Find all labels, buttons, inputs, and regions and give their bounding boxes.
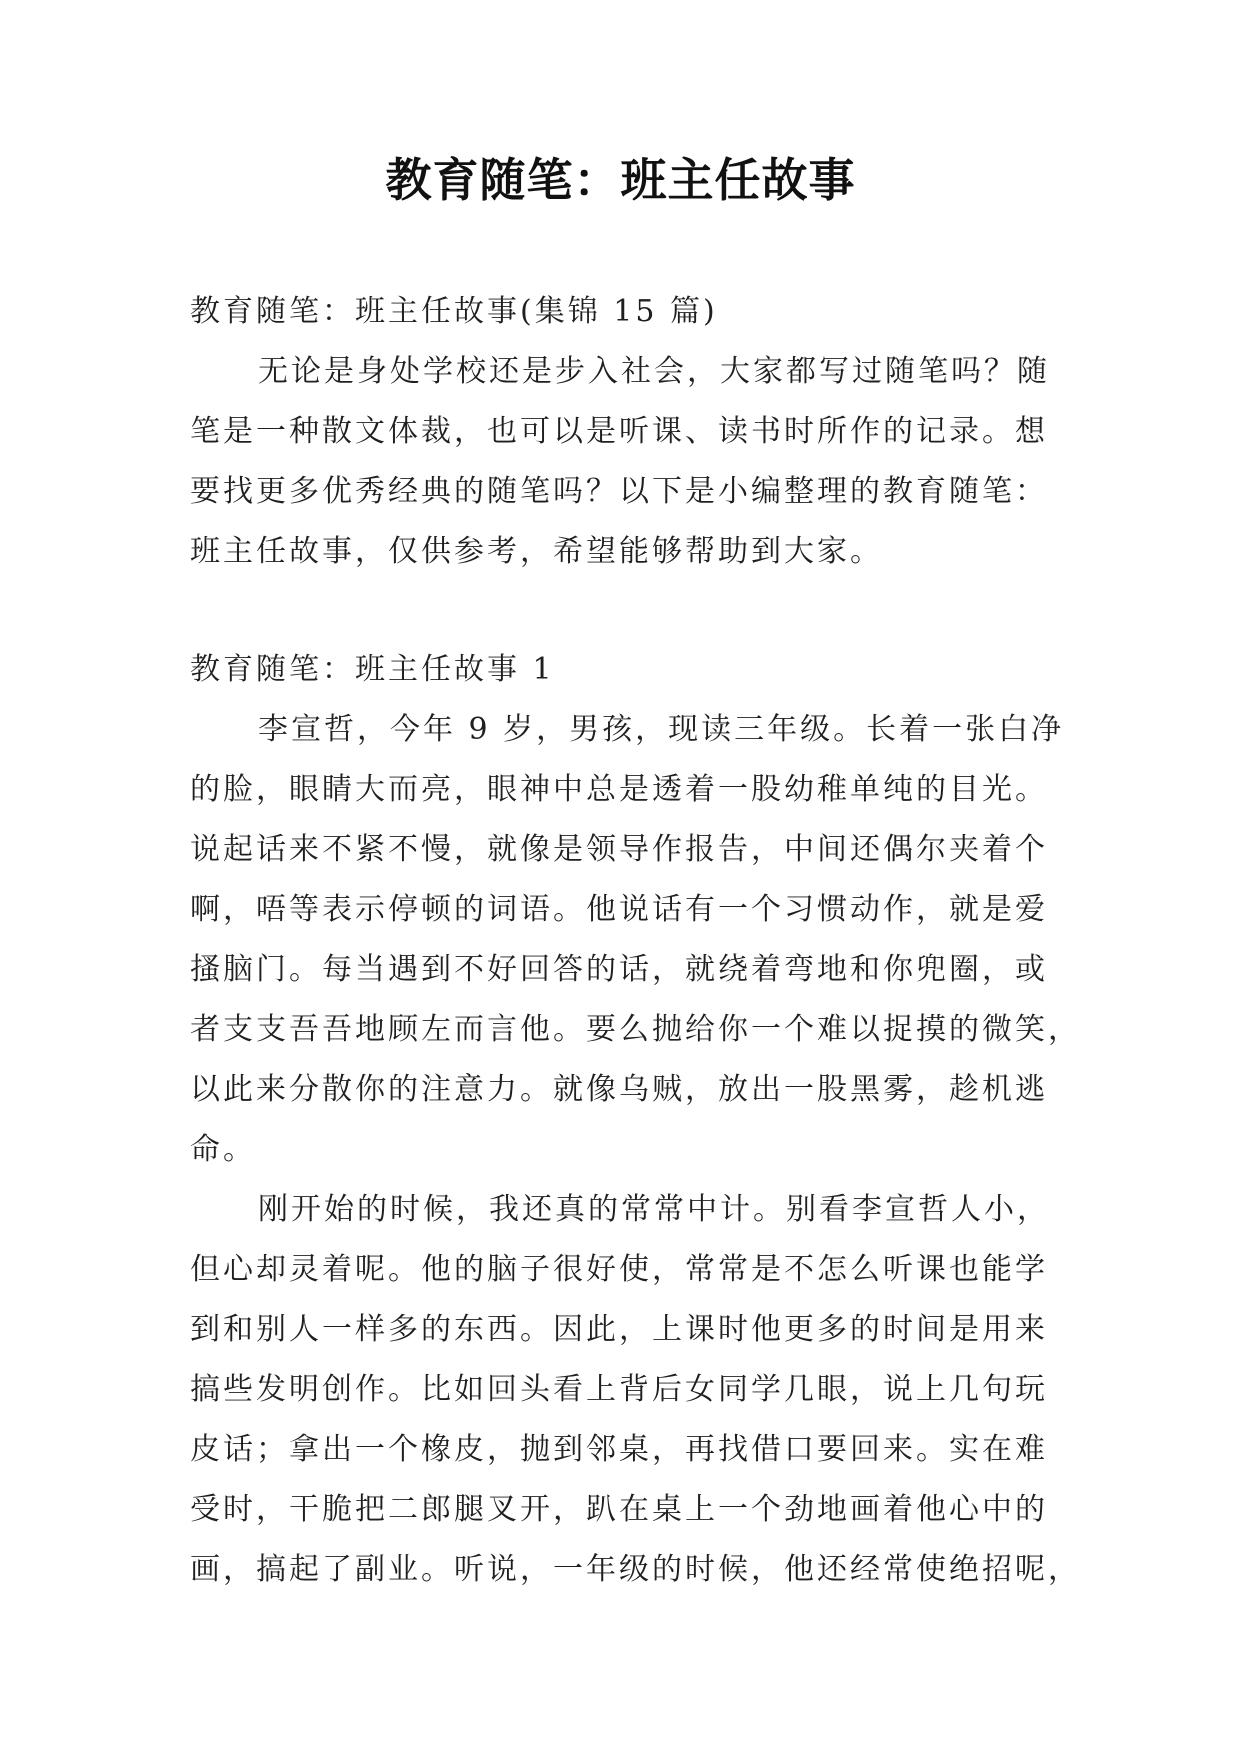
paragraph-line: 刚开始的时候，我还真的常常中计。别看李宣哲人小， (258, 1192, 1050, 1227)
paragraph-line: 但心却灵着呢。他的脑子很好使，常常是不怎么听课也能学 (190, 1252, 1048, 1287)
intro-line: 笔是一种散文体裁，也可以是听课、读书时所作的记录。想 (190, 414, 1048, 449)
paragraph-line: 说起话来不紧不慢，就像是领导作报告，中间还偶尔夹着个 (190, 832, 1048, 867)
paragraph-line: 者支支吾吾地顾左而言他。要么抛给你一个难以捉摸的微笑， (190, 1012, 1081, 1047)
document-body (190, 282, 1081, 1600)
paragraph-line: 画，搞起了副业。听说，一年级的时候，他还经常使绝招呢， (190, 1552, 1081, 1587)
document-subtitle: 教育随笔：班主任故事(集锦 15 篇) (190, 294, 718, 329)
paragraph-line: 受时，干脆把二郎腿叉开，趴在桌上一个劲地画着他心中的 (190, 1492, 1048, 1527)
paragraph-line: 搔脑门。每当遇到不好回答的话，就绕着弯地和你兜圈，或 (190, 952, 1048, 987)
intro-line: 班主任故事，仅供参考，希望能够帮助到大家。 (190, 534, 883, 569)
intro-paragraph (190, 342, 1070, 582)
intro-line: 要找更多优秀经典的随笔吗？以下是小编整理的教育随笔： (190, 474, 1048, 509)
document-title: 教育随笔：班主任故事 (385, 153, 856, 207)
paragraph-line: 皮话；拿出一个橡皮，抛到邻桌，再找借口要回来。实在难 (190, 1432, 1048, 1467)
paragraph-line: 李宣哲，今年 9 岁，男孩，现读三年级。长着一张白净 (258, 712, 1065, 747)
paragraph-line: 到和别人一样多的东西。因此，上课时他更多的时间是用来 (190, 1312, 1048, 1347)
body-paragraph-2 (190, 1180, 1081, 1600)
body-paragraph-1 (190, 700, 1081, 1180)
paragraph-line: 搞些发明创作。比如回头看上背后女同学几眼，说上几句玩 (190, 1372, 1048, 1407)
section-heading: 教育随笔：班主任故事 1 (190, 652, 555, 687)
paragraph-line: 的脸，眼睛大而亮，眼神中总是透着一股幼稚单纯的目光。 (190, 772, 1048, 807)
paragraph-line: 命。 (190, 1132, 256, 1167)
paragraph-line: 啊，唔等表示停顿的词语。他说话有一个习惯动作，就是爱 (190, 892, 1048, 927)
paragraph-line: 以此来分散你的注意力。就像乌贼，放出一股黑雾，趁机逃 (190, 1072, 1048, 1107)
paragraph-spacer (190, 582, 1070, 640)
intro-line: 无论是身处学校还是步入社会，大家都写过随笔吗？随 (258, 354, 1050, 389)
